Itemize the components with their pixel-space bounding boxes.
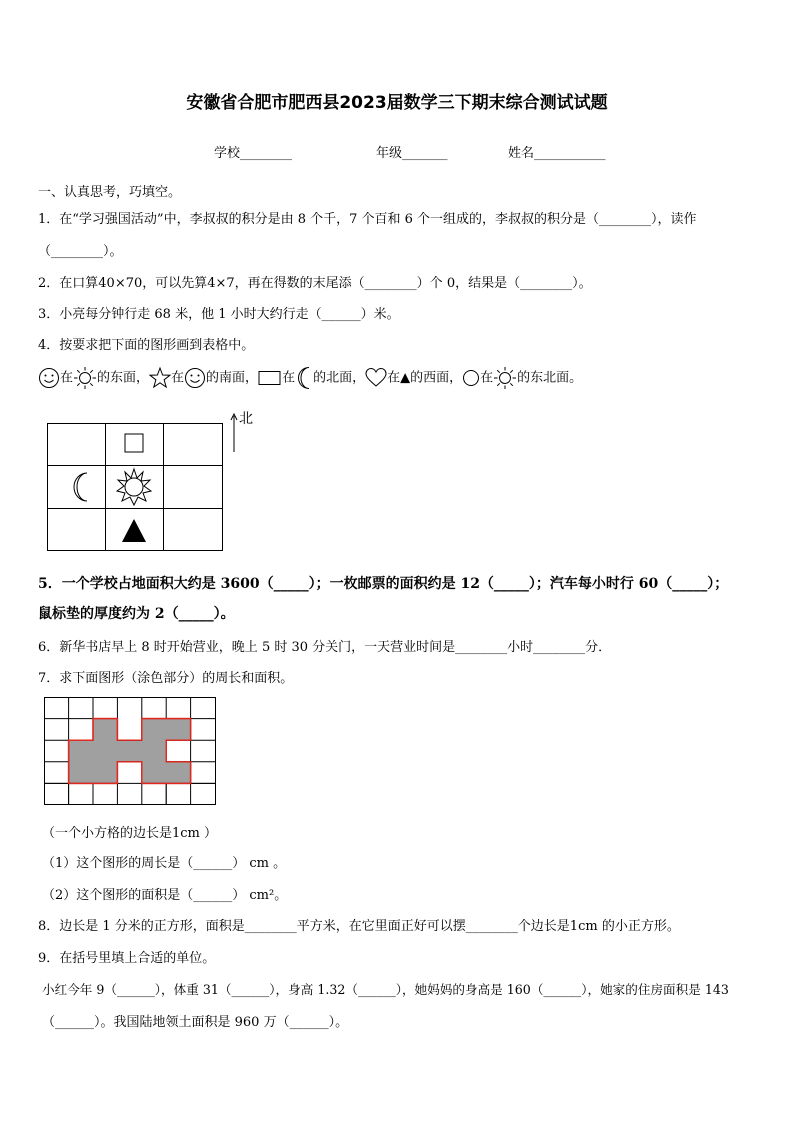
clue-1-b: 的东面， xyxy=(97,370,150,386)
smiley-icon-2 xyxy=(184,367,206,389)
question-3: 3．小亮每分钟行走 68 米，他 1 小时大约行走（______）米。 xyxy=(38,307,400,322)
page-title: 安徽省合肥市肥西县2023届数学三下期末综合测试试题 xyxy=(186,93,608,113)
question-7-sub-1: （1）这个图形的周长是（______） cm 。 xyxy=(42,856,287,871)
shaded-shape xyxy=(69,719,191,784)
question-5-line-2: 鼠标垫的厚度约为 2（_____）。 xyxy=(38,606,235,622)
clue-3-a: 在 xyxy=(282,370,296,386)
clue-5-a: 在 xyxy=(480,370,494,386)
question-2: 2．在口算40×70，可以先算4×7，再在得数的末尾添（________）个 0，结果是（________）。 xyxy=(38,276,592,291)
name-field[interactable]: 姓名___________ xyxy=(508,146,606,161)
clue-2-b: 的南面， xyxy=(206,370,259,386)
clue-1-a: 在 xyxy=(60,370,74,386)
clue-3-b: 的北面， xyxy=(313,370,366,386)
rectangle-icon xyxy=(258,370,282,386)
clue-5-b: 的东北面。 xyxy=(517,370,583,386)
question-4-clues xyxy=(38,366,582,390)
area-figure xyxy=(44,697,217,805)
moon-icon xyxy=(295,366,313,390)
question-7-note: （一个小方格的边长是1cm ） xyxy=(42,826,218,841)
question-8: 8．边长是 1 分米的正方形，面积是________平方米，在它里面正好可以摆________个边长是1cm 的小正方形。 xyxy=(38,919,680,934)
grid-moon-icon xyxy=(74,473,87,501)
question-9-line-1: 小红今年 9（______），体重 31（______），身高 1.32（______），她妈妈的身高是 160（______），她家的住房面积是 143 xyxy=(42,982,729,997)
question-7: 7．求下面图形（涂色部分）的周长和面积。 xyxy=(38,671,294,686)
position-grid xyxy=(47,423,223,551)
sun-icon-2 xyxy=(493,366,517,390)
school-field[interactable]: 学校________ xyxy=(214,146,293,161)
circle-icon xyxy=(462,369,480,387)
question-9-line-2: （______）。我国陆地领土面积是 960 万（______）。 xyxy=(42,1015,349,1030)
grade-field[interactable]: 年级_______ xyxy=(376,146,448,161)
north-label: 北 xyxy=(239,411,253,427)
smiley-icon xyxy=(38,367,60,389)
star-icon xyxy=(149,367,171,389)
question-1-line-2: （________）。 xyxy=(38,244,123,259)
question-7-sub-2: （2）这个图形的面积是（______） cm²。 xyxy=(42,888,288,903)
question-6: 6．新华书店早上 8 时开始营业，晚上 5 时 30 分关门，一天营业时间是________小时________分． xyxy=(38,640,612,655)
clue-4-a: 在▲的西面， xyxy=(387,370,463,386)
question-9: 9．在括号里填上合适的单位。 xyxy=(38,951,216,966)
clue-2-a: 在 xyxy=(171,370,185,386)
grid-sun-icon xyxy=(117,469,151,505)
section-heading: 一、认真思考，巧填空。 xyxy=(38,185,182,200)
grid-square-icon xyxy=(125,434,143,452)
question-5-line-1: 5．一个学校占地面积大约是 3600（_____）；一枚邮票的面积约是 12（_____）；汽车每小时行 60（_____）； xyxy=(38,576,729,592)
heart-icon xyxy=(365,367,387,389)
grid-triangle-icon xyxy=(122,519,146,542)
question-1-line-1: 1．在“学习强国活动”中，李叔叔的积分是由 8 个千，7 个百和 6 个一组成的，李叔叔的积分是（________），读作 xyxy=(38,212,697,227)
sun-icon xyxy=(73,366,97,390)
question-4: 4．按要求把下面的图形画到表格中。 xyxy=(38,338,255,353)
